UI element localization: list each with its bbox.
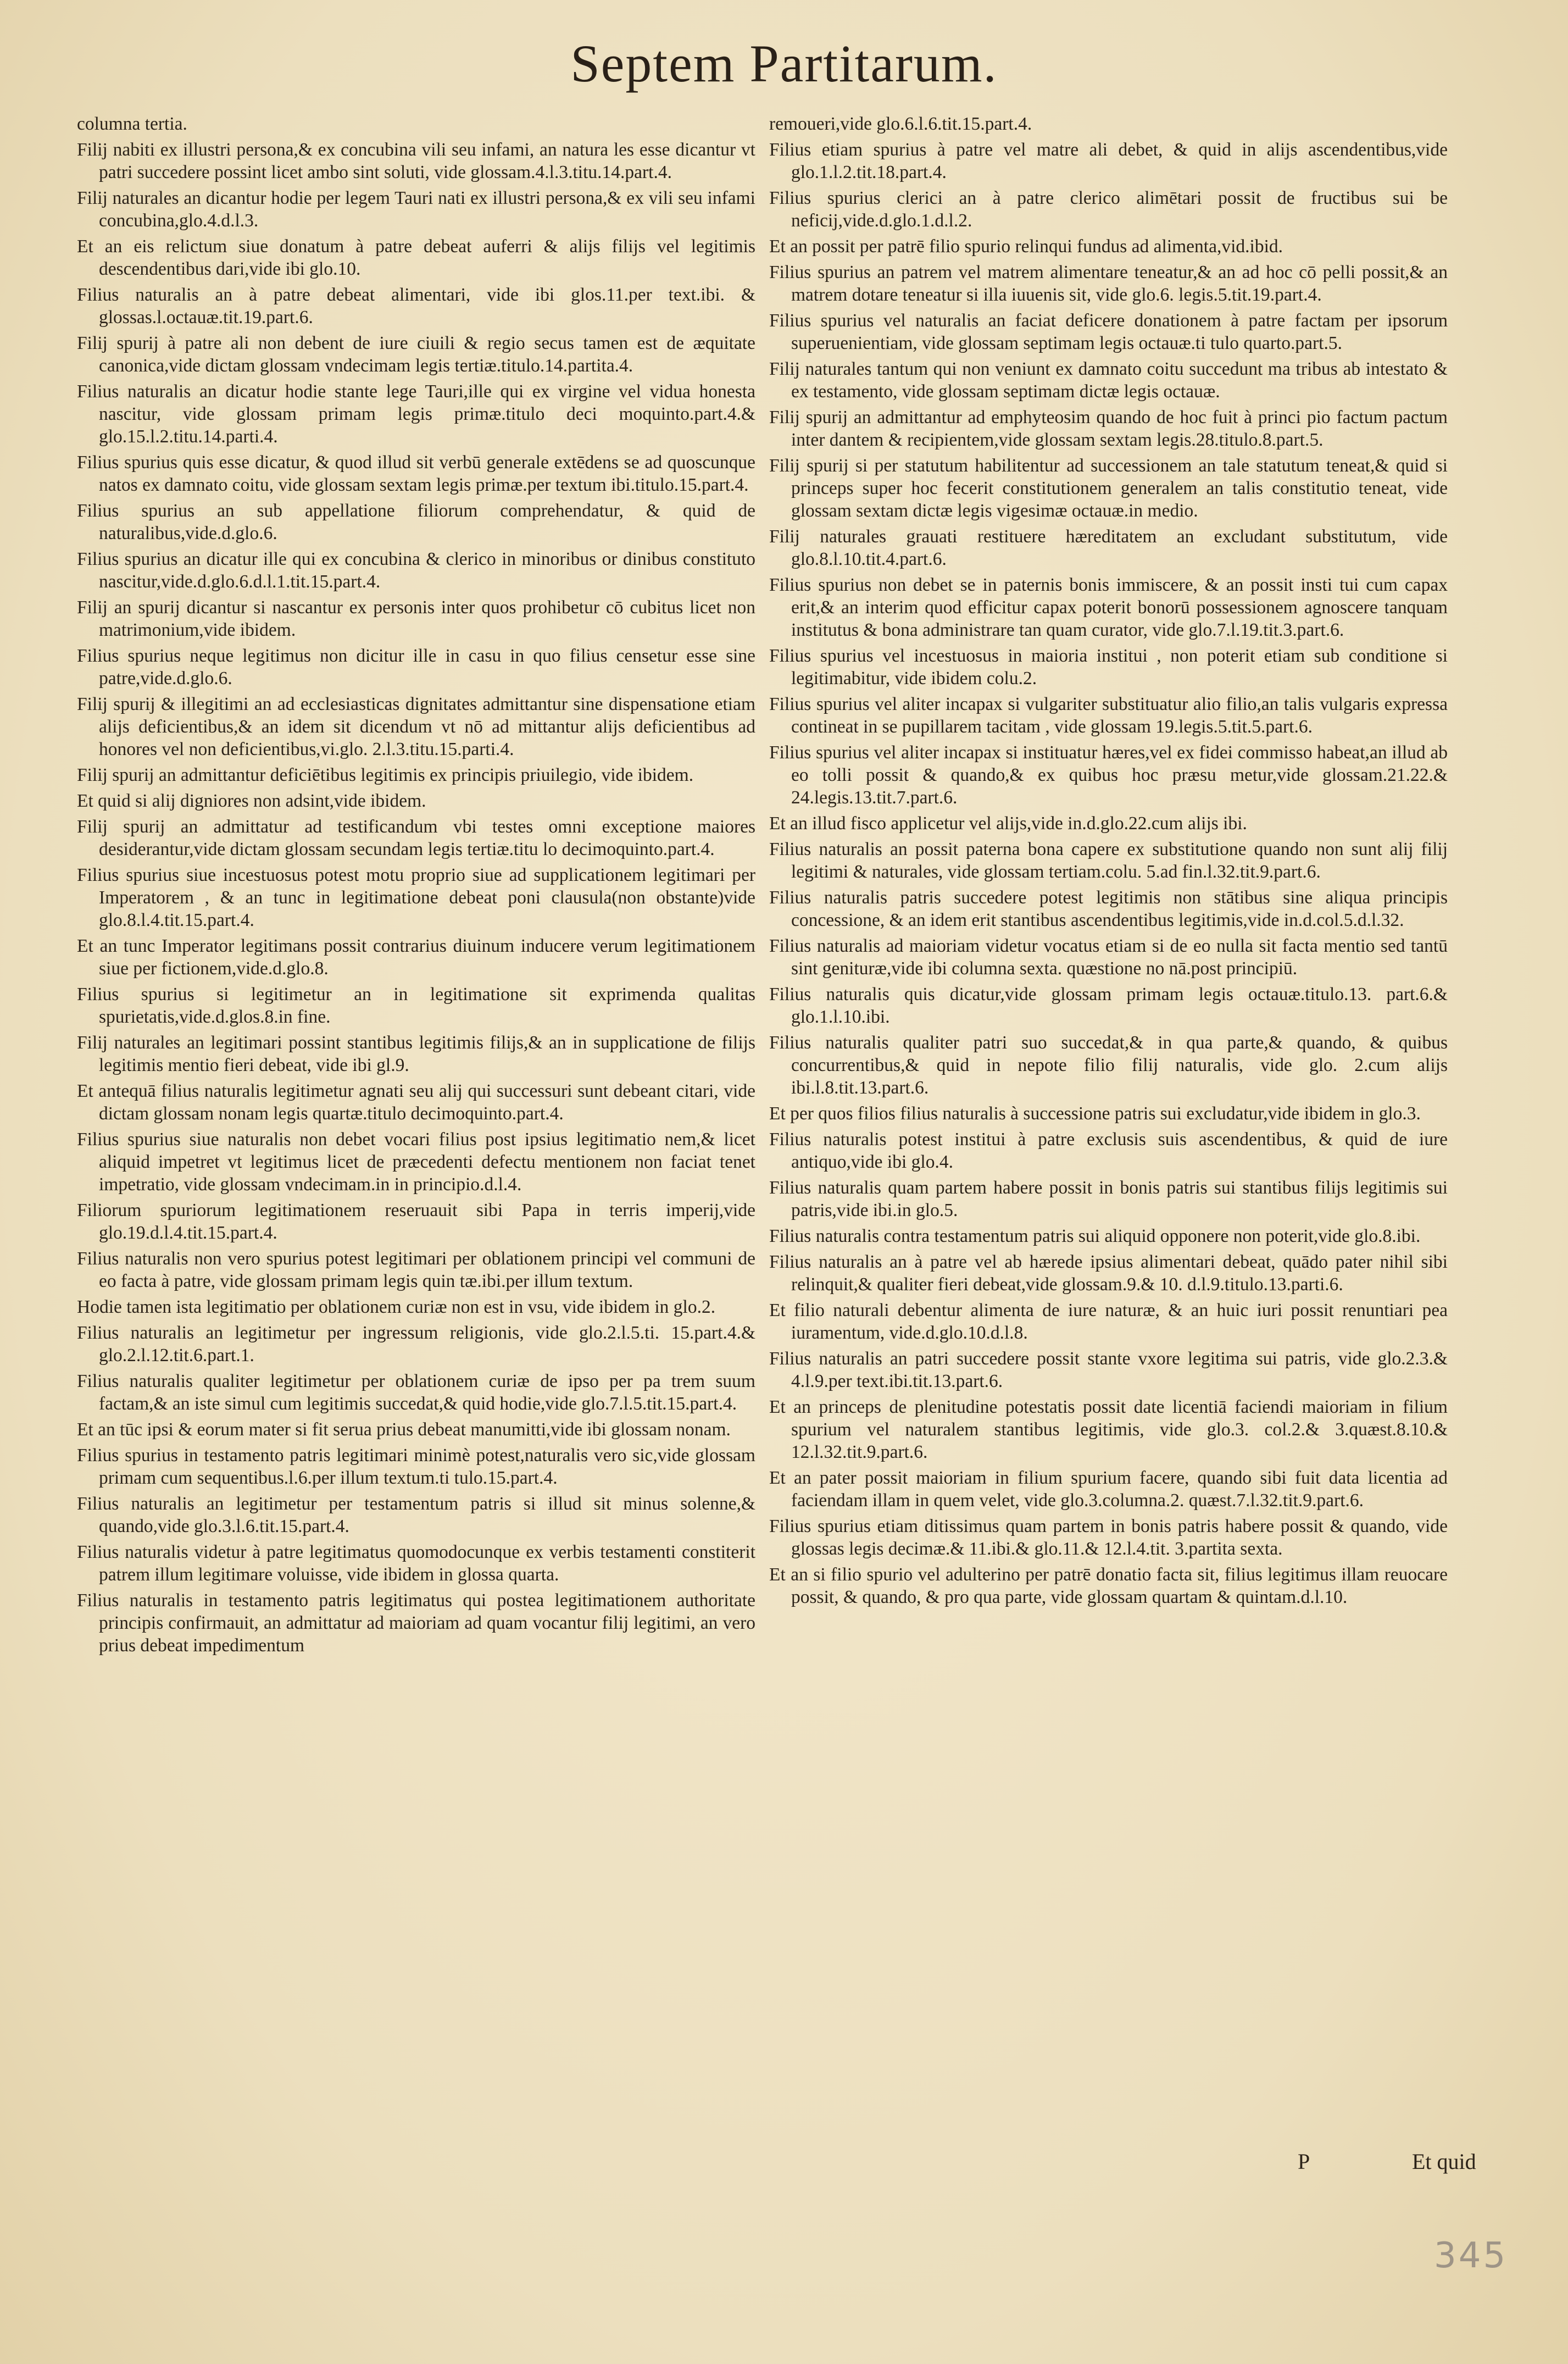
index-entry <box>769 454 1448 522</box>
index-entry <box>77 815 755 861</box>
index-entry-text: Filius spurius an patrem vel matrem alimentare teneatur,& an ad hoc cō pelli possit,& an matrem dotare teneatur si illa iuuenis sit, vide glo.6. legis.5.tit.19.part.4. <box>769 262 1448 305</box>
index-entry-text: Filius naturalis an possit paterna bona capere ex substitutione quando non sunt alij filij legitimi & naturales, vide glossam tertiam.colu. 5.ad fin.l.32.tit.9.part.6. <box>769 839 1448 882</box>
index-entry <box>769 261 1448 306</box>
index-entry-text: Filij spurij à patre ali non debent de iure ciuili & regio secus tamen est de æquitate canonica,vide dictam glossam vndecimam legis tertiæ.titulo.14.partita.4. <box>77 333 755 376</box>
index-entry <box>769 406 1448 451</box>
index-entry <box>769 1299 1448 1344</box>
index-entry <box>769 645 1448 690</box>
index-entry <box>77 1370 755 1415</box>
index-entry <box>769 838 1448 883</box>
index-entry <box>77 500 755 545</box>
index-entry <box>769 1225 1448 1247</box>
index-entry-text: Et filio naturali debentur alimenta de iure naturæ, & an huic iuri possit renuntiari pea iuramentum, vide.d.glo.10.d.l.8. <box>769 1300 1448 1343</box>
right-column <box>769 113 1448 1612</box>
index-entry <box>769 235 1448 258</box>
index-entry <box>77 1444 755 1489</box>
index-entry <box>77 596 755 641</box>
index-entry <box>769 1396 1448 1463</box>
index-entry <box>77 790 755 812</box>
index-entry <box>77 983 755 1028</box>
index-entry <box>769 1251 1448 1296</box>
index-entry-text: Filij an spurij dicantur si nascantur ex personis inter quos prohibetur cō cubitus licet non matrimonium,vide ibidem. <box>77 597 755 640</box>
index-entry <box>77 380 755 448</box>
index-entry-text: Filij naturales an legitimari possint stantibus legitimis filijs,& an in supplicatione de filijs legitimis mentio fieri debeat, vide ibi gl.9. <box>77 1033 755 1075</box>
index-entry <box>77 138 755 184</box>
index-entry <box>77 764 755 786</box>
index-entry-text: Filius spurius si legitimetur an in legitimatione sit exprimenda qualitas spurietatis,vide.d.glos.8.in fine. <box>77 984 755 1027</box>
index-entry <box>77 1296 755 1318</box>
index-entry-text: Filius spurius vel incestuosus in maioria institui , non poterit etiam sub conditione si legitimabitur, vide ibidem colu.2. <box>769 646 1448 689</box>
index-entry <box>77 1322 755 1367</box>
index-entry-text: Filius spurius an dicatur ille qui ex concubina & clerico in minoribus or dinibus constituto nascitur,vide.d.glo.6.d.l.1.tit.15.part.4. <box>77 549 755 592</box>
index-entry-text: Filius spurius vel aliter incapax si vulgariter substituatur alio filio,an talis vulgaris expressa contineat in se pupillarem tacitam , vide glossam 19.legis.5.tit.5.part.6. <box>769 694 1448 737</box>
index-entry-text: Et an tunc Imperator legitimans possit contrarius diuinum inducere verum legitimationem siue per fictionem,vide.d.glo.8. <box>77 936 755 979</box>
index-entry <box>769 1467 1448 1512</box>
index-entry-text: Filius naturalis contra testamentum patris sui aliquid opponere non poterit,vide glo.8.ibi. <box>769 1226 1421 1246</box>
index-entry-text: Filij nabiti ex illustri persona,& ex concubina vili seu infami, an natura les esse dicantur vt patri succedere possint licet ambo sint soluti, vide glossam.4.l.3.titu.14.part.4. <box>77 140 755 182</box>
index-entry-text: Filius naturalis non vero spurius potest legitimari per oblationem principi vel communi de eo facta à patre, vide glossam primam legis quin tæ.ibi.per illum textum. <box>77 1248 755 1291</box>
index-entry <box>77 451 755 496</box>
index-entry <box>769 1031 1448 1099</box>
index-entry <box>77 548 755 593</box>
index-entry-text: columna tertia. <box>77 114 187 134</box>
index-entry <box>769 1347 1448 1392</box>
index-entry <box>77 1589 755 1657</box>
index-entry-text: Filius spurius clerici an à patre clerico alimētari possit de fructibus sui be neficij,vide.d.glo.1.d.l.2. <box>769 188 1448 231</box>
signature-mark: P <box>1298 2149 1310 2174</box>
index-entry-text: Filiorum spuriorum legitimationem reseruauit sibi Papa in terris imperij,vide glo.19.d.l.4.tit.15.part.4. <box>77 1200 755 1243</box>
index-entry-text: Filius naturalis patris succedere potest legitimis non stātibus sine aliqua principis concessione, & an idem erit stantibus ascendentibus legitimis,vide in.d.col.5.d.l.32. <box>769 887 1448 930</box>
index-entry-text: remoueri,vide glo.6.l.6.tit.15.part.4. <box>769 114 1032 134</box>
index-entry-text: Filius naturalis quam partem habere possit in bonis patris sui stantibus filijs legitimis sui patris,vide ibi.in glo.5. <box>769 1178 1448 1220</box>
index-entry-text: Et an si filio spurio vel adulterino per patrē donatio facta sit, filius legitimus illam reuocare possit, & quando, & pro qua parte, vide glossam quartam & quintam.d.l.10. <box>769 1564 1448 1607</box>
index-entry-text: Filius spurius etiam ditissimus quam partem in bonis patris habere possit & quando, vide glossas legis decimæ.& 11.ibi.& glo.11.& 12.l.4.tit. 3.partita sexta. <box>769 1516 1448 1559</box>
index-entry-text: Filius spurius vel naturalis an faciat deficere donationem à patre factam per ipsorum superuenientiam, vide glossam septimam legis octauæ.ti tulo quarto.part.5. <box>769 310 1448 353</box>
index-entry <box>77 1492 755 1538</box>
index-entry-text: Filius naturalis potest institui à patre exclusis suis ascendentibus, & quid de iure antiquo,vide ibi glo.4. <box>769 1129 1448 1172</box>
index-entry-text: Filij spurij & illegitimi an ad ecclesiasticas dignitates admittantur sine dispensatione etiam alijs deficientibus,& an idem sit dicendum vt nō ad mittantur alijs deficientibus ad honores vel non deficientibus,vi.glo. 2.l.3.titu.15.parti.4. <box>77 694 755 759</box>
index-entry <box>769 138 1448 184</box>
index-entry-text: Et an eis relictum siue donatum à patre debeat auferri & alijs filijs vel legitimis descendentibus dari,vide ibi glo.10. <box>77 236 755 279</box>
index-entry <box>769 812 1448 835</box>
index-entry <box>769 358 1448 403</box>
index-entry-text: Filij spurij an admittantur deficiētibus legitimis ex principis priuilegio, vide ibidem. <box>77 765 694 785</box>
index-entry-text: Filius naturalis an à patre vel ab hærede ipsius alimentari debeat, quādo pater nihil sibi relinquit,& qualiter fieri debeat,vide glossam.9.& 10. d.l.9.titulo.13.parti.6. <box>769 1252 1448 1295</box>
index-entry-text: Filij naturales grauati restituere hæreditatem an excludant substitutum, vide glo.8.l.10.tit.4.part.6. <box>769 526 1448 569</box>
index-entry-text: Filius naturalis an patri succedere possit stante vxore legitima sui patris, vide glo.2.3.& 4.l.9.per text.ibi.tit.13.part.6. <box>769 1349 1448 1391</box>
index-entry-text: Et quid si alij digniores non adsint,vide ibidem. <box>77 791 426 811</box>
index-entry-text: Et antequā filius naturalis legitimetur agnati seu alij qui successuri sunt debeant citari, vide dictam glossam nonam legis quartæ.titulo decimoquinto.part.4. <box>77 1081 755 1124</box>
index-entry <box>769 1177 1448 1222</box>
index-entry <box>77 645 755 690</box>
index-entry-text: Filius naturalis an legitimetur per ingressum religionis, vide glo.2.l.5.ti. 15.part.4.& glo.2.l.12.tit.6.part.1. <box>77 1323 755 1366</box>
index-entry <box>769 741 1448 809</box>
index-entry <box>769 113 1448 135</box>
index-entry <box>77 235 755 280</box>
index-entry-text: Filius naturalis in testamento patris legitimatus qui postea legitimationem authoritate principis confirmauit, an admittatur ad maioriam ad quam vocantur filij legitimi, an vero prius debeat impedimentum <box>77 1590 755 1656</box>
index-entry-text: Filius spurius an sub appellatione filiorum comprehendatur, & quid de naturalibus,vide.d.glo.6. <box>77 501 755 543</box>
index-entry-text: Filius naturalis an legitimetur per testamentum patris si illud sit minus solenne,& quando,vide glo.3.l.6.tit.15.part.4. <box>77 1494 755 1536</box>
index-entry-text: Et per quos filios filius naturalis à successione patris sui excludatur,vide ibidem in glo.3. <box>769 1103 1421 1124</box>
folio-number: 345 <box>1434 2235 1508 2276</box>
index-entry-text: Filius spurius neque legitimus non dicitur ille in casu in quo filius censetur esse sine patre,vide.d.glo.6. <box>77 646 755 689</box>
index-entry-text: Filius spurius quis esse dicatur, & quod illud sit verbū generale extēdens se ad quoscunque natos ex damnato coitu, vide glossam sextam legis primæ.per textum ibi.titulo.15.part.4. <box>77 452 755 495</box>
index-entry-text: Filij spurij an admittatur ad testificandum vbi testes omni exceptione maiores desiderantur,vide dictam glossam secundam legis tertiæ.titu lo decimoquinto.part.4. <box>77 817 755 859</box>
index-entry <box>77 332 755 377</box>
index-entry <box>769 187 1448 232</box>
index-entry-text: Filius naturalis qualiter legitimetur per oblationem curiæ de ipso per pa trem suum factam,& an iste simul cum legitimis succedat,& quid hodie,vide glo.7.l.5.tit.15.part.4. <box>77 1371 755 1414</box>
index-entry-text: Filij spurij si per statutum habilitentur ad successionem an tale statutum teneat,& quid si princeps super hoc fecerit constitutionem generalem an talis constitutio teneat, vide glossam sextam dictæ legis vigesimæ octauæ.in medio. <box>769 456 1448 521</box>
index-entry-text: Et an tūc ipsi & eorum mater si fit serua prius debeat manumitti,vide ibi glossam nonam. <box>77 1419 731 1440</box>
index-entry <box>769 935 1448 980</box>
index-entry <box>77 1541 755 1586</box>
index-entry <box>769 886 1448 931</box>
left-column <box>77 113 755 1660</box>
index-entry-text: Filius spurius vel aliter incapax si instituatur hæres,vel ex fidei commisso habeat,an illud ab eo tolli possit & quando,& ex quibus hoc præsu metur,vide glossam.21.22.& 24.legis.13.tit.7.part.6. <box>769 742 1448 808</box>
index-entry <box>77 1031 755 1076</box>
index-entry-text: Filij naturales an dicantur hodie per legem Tauri nati ex illustri persona,& ex vili seu infami concubina,glo.4.d.l.3. <box>77 188 755 231</box>
index-entry-text: Filius naturalis videtur à patre legitimatus quomodocunque ex verbis testamenti constiterit patrem illum legitimare voluisse, vide ibidem in glossa quarta. <box>77 1542 755 1585</box>
index-entry-text: Hodie tamen ista legitimatio per oblationem curiæ non est in vsu, vide ibidem in glo.2. <box>77 1297 716 1317</box>
index-entry-text: Et an princeps de plenitudine potestatis possit date licentiā faciendi maioriam in filium spurium vel naturalem stantibus legitimis, vide glo.3. col.2.& 3.quæst.8.10.& 12.l.32.tit.9.part.6. <box>769 1397 1448 1462</box>
index-entry-text: Et an illud fisco applicetur vel alijs,vide in.d.glo.22.cum alijs ibi. <box>769 813 1247 834</box>
index-entry-text: Filius spurius non debet se in paternis bonis immiscere, & an possit insti tui cum capax erit,& an interim quod efficitur capax poterit bonorū possessionem agnoscere tanquam institutus & bona administrare tan quam curator, vide glo.7.l.19.tit.3.part.6. <box>769 575 1448 640</box>
index-entry <box>769 1563 1448 1608</box>
index-entry-text: Filij naturales tantum qui non veniunt ex damnato coitu succedunt ma tribus ab intestato & ex testamento, vide glossam septimam dictæ legis octauæ. <box>769 359 1448 402</box>
index-entry-text: Et an pater possit maioriam in filium spurium facere, quando sibi fuit data licentia ad faciendam illam in quem velet, vide glo.3.columna.2. quæst.7.l.32.tit.9.part.6. <box>769 1468 1448 1511</box>
index-entry <box>769 693 1448 738</box>
running-head: Septem Partitarum. <box>570 34 998 93</box>
index-entry <box>769 983 1448 1028</box>
index-entry <box>77 187 755 232</box>
index-entry <box>769 525 1448 570</box>
index-entry <box>77 935 755 980</box>
index-entry-text: Filius naturalis an dicatur hodie stante lege Tauri,ille qui ex virgine vel vidua honesta nascitur, vide glossam primam legis primæ.titulo deci moquinto.part.4.& glo.15.l.2.titu.14.parti.4. <box>77 381 755 447</box>
index-entry-text: Filius spurius in testamento patris legitimari minimè potest,naturalis vero sic,vide glossam primam cum sequentibus.l.6.per illum textum.ti tulo.15.part.4. <box>77 1445 755 1488</box>
index-entry-text: Filius etiam spurius à patre vel matre ali debet, & quid in alijs ascendentibus,vide glo.1.l.2.tit.18.part.4. <box>769 140 1448 182</box>
catchword: Et quid <box>1412 2149 1476 2174</box>
index-entry <box>77 113 755 135</box>
index-entry-text: Filius naturalis quis dicatur,vide glossam primam legis octauæ.titulo.13. part.6.& glo.1.l.10.ibi. <box>769 984 1448 1027</box>
index-entry <box>77 693 755 761</box>
index-entry <box>769 309 1448 354</box>
index-entry <box>77 1247 755 1292</box>
index-entry <box>769 1128 1448 1173</box>
index-entry <box>77 1080 755 1125</box>
index-entry-text: Filius spurius siue naturalis non debet vocari filius post ipsius legitimatio nem,& licet aliquid impetret vt legitimus licet de præcedenti defectu mentionem non faciat tenet impetratio, vide glossam vndecimam.in in principio.d.l.4. <box>77 1129 755 1195</box>
index-entry <box>77 284 755 329</box>
index-entry <box>77 1128 755 1196</box>
index-entry-text: Filij spurij an admittantur ad emphyteosim quando de hoc fuit à princi pio factum pactum inter dantem & recipientem,vide glossam sextam legis.28.titulo.8.part.5. <box>769 407 1448 450</box>
index-entry <box>769 1102 1448 1125</box>
index-entry-text: Filius naturalis qualiter patri suo succedat,& in qua parte,& quando, & quibus concurrentibus,& quid in nepote filio filij naturalis, vide glo. 2.cum alijs ibi.l.8.tit.13.part.6. <box>769 1033 1448 1098</box>
index-entry <box>77 1418 755 1441</box>
index-entry-text: Filius naturalis ad maioriam videtur vocatus etiam si de eo nulla sit facta mentio sed tantū sint genituræ,vide ibi columna sexta. quæstione no nā.post principiū. <box>769 936 1448 979</box>
index-entry-text: Et an possit per patrē filio spurio relinqui fundus ad alimenta,vid.ibid. <box>769 236 1283 257</box>
index-entry-text: Filius spurius siue incestuosus potest motu proprio siue ad supplicationem legitimari per Imperatorem , & an tunc in legitimatione debeat poni clausula(non obstante)vide glo.8.l.4.tit.15.part.4. <box>77 865 755 930</box>
index-entry <box>77 864 755 931</box>
index-entry <box>77 1199 755 1244</box>
index-entry <box>769 1515 1448 1560</box>
index-entry-text: Filius naturalis an à patre debeat alimentari, vide ibi glos.11.per text.ibi. & glossas.l.octauæ.tit.19.part.6. <box>77 285 755 328</box>
index-entry <box>769 574 1448 641</box>
